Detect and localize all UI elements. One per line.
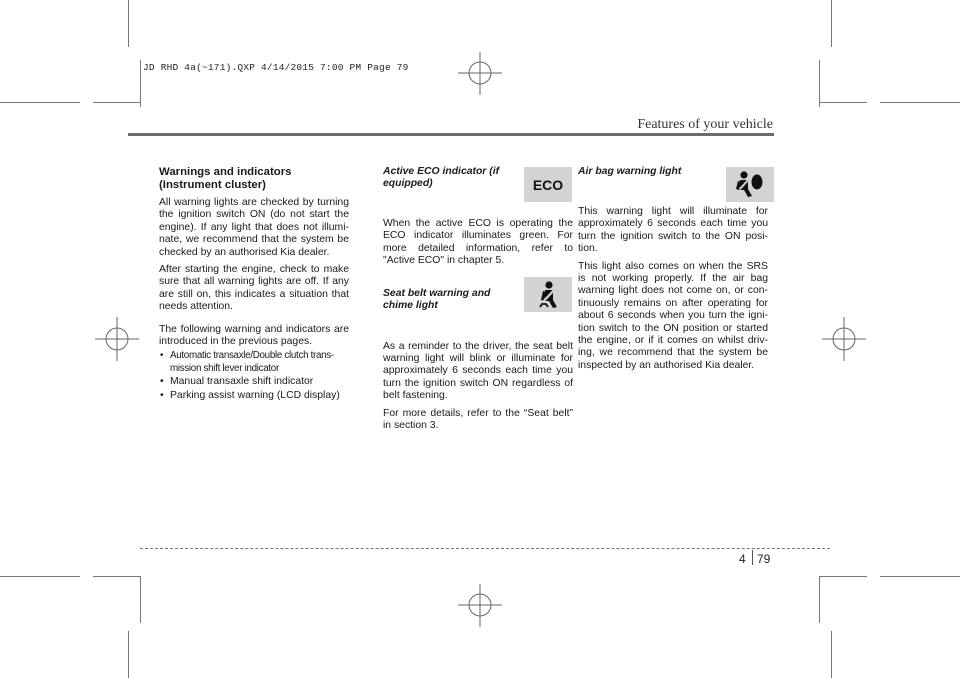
heading-seat-belt: Seat belt warning and chime light [383, 287, 491, 311]
list-item: • Automatic transaxle/Double clutch transmission shift lever indicator [159, 350, 349, 375]
paragraph: This light also comes on when the SRS is not working properly. If the air bag warning light does not come on, or continuously remains on after operating for about 6 seconds when you turn the ignition switch to the ON position or started the engine, or if it comes on whilst driving, we recommend that the system be inspected by an authorised Kia dealer. [578, 260, 768, 371]
airbag-figure [734, 170, 766, 200]
paragraph: After starting the engine, check to make sure that all warning lights are off. If any are still on, this indicates a situation that needs attention. [159, 264, 349, 313]
heading-active-eco: Active ECO indicator (if equipped) [383, 166, 500, 189]
section-title: Features of your vehicle [637, 117, 773, 132]
paragraph: All warning lights are checked by turning the ignition switch ON (do not start the engine). If any light that does not illuminate, we recommend that the system be checked by an authorised Kia dealer. [159, 197, 349, 258]
column-warnings-intro [159, 162, 349, 403]
footer-rule [140, 548, 830, 549]
paragraph: The following warning and indicators are introduced in the previous pages. [159, 323, 349, 348]
eco-icon-label: ECO [532, 176, 564, 193]
paragraph: When the active ECO is operating the ECO indicator illuminates green. For more detailed information, refer to "Active ECO" in chapter 5. [383, 218, 573, 267]
heading-warnings-indicators: Warnings and indicators (Instrument cluster) [159, 166, 292, 191]
page-separator [752, 550, 753, 565]
indicator-list [159, 350, 349, 402]
list-item: • Parking assist warning (LCD display) [159, 390, 349, 402]
print-slug: JD RHD 4a(~171).QXP 4/14/2015 7:00 PM Page 79 [143, 62, 409, 73]
heading-air-bag: Air bag warning light [578, 166, 682, 177]
paragraph: This warning light will illuminate for approximately 6 seconds each time you turn the ignition switch to the ON position. [578, 206, 768, 255]
paragraph: As a reminder to the driver, the seat belt warning light will blink or illuminate for approximately 6 seconds each time you turn the ignition switch ON regardless of belt fastening. [383, 340, 573, 402]
page-number: 79 [757, 552, 771, 566]
paragraph: For more details, refer to the “Seat belt” in section 3. [383, 407, 573, 432]
eco-icon [524, 167, 572, 202]
seatbelt-icon [524, 277, 572, 312]
airbag-icon [726, 167, 774, 202]
seatbelt-figure [533, 280, 563, 310]
header-rule [128, 133, 774, 136]
list-item: • Manual transaxle shift indicator [159, 376, 349, 388]
chapter-number: 4 [739, 552, 746, 566]
